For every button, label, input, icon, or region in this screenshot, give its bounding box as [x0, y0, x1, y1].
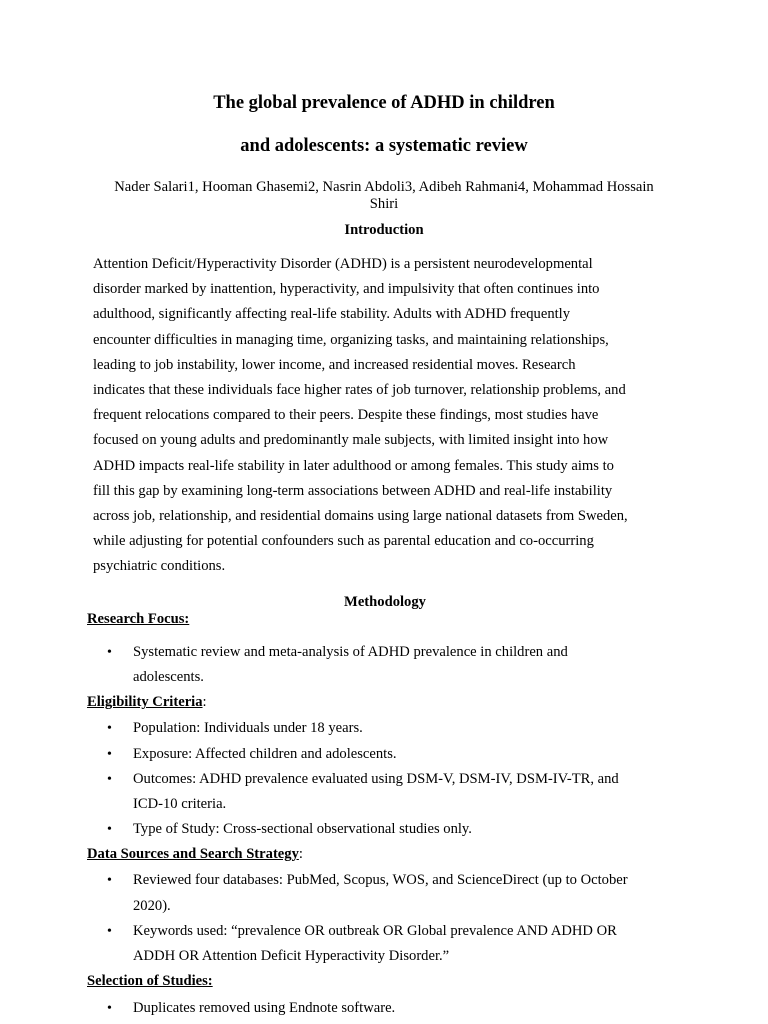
- bullet-icon: •: [107, 923, 112, 939]
- selection-heading: Selection of Studies:: [87, 973, 213, 990]
- list-item: [87, 640, 707, 690]
- intro-line: leading to job instability, lower income, and increased residential moves. Research: [93, 356, 576, 373]
- intro-line: across job, relationship, and residential domains using large national datasets from Sweden,: [93, 508, 628, 525]
- bullet-icon: •: [107, 1001, 112, 1017]
- authors: [96, 179, 672, 213]
- list-item-line: Outcomes: ADHD prevalence evaluated using DSM-V, DSM-IV, DSM-IV-TR, and: [133, 770, 619, 787]
- list-item-line: ICD-10 criteria.: [133, 796, 227, 813]
- list-item-line: Reviewed four databases: PubMed, Scopus, WOS, and ScienceDirect (up to October: [133, 872, 628, 889]
- research-focus-list: [87, 640, 707, 690]
- introduction-heading: Introduction: [344, 222, 424, 238]
- selection-list: [87, 996, 707, 1021]
- bullet-icon: •: [107, 746, 112, 762]
- authors-line-2: Shiri: [369, 196, 399, 212]
- introduction-body: [93, 252, 693, 580]
- eligibility-heading-wrap: [87, 692, 707, 713]
- intro-line: frequent relocations compared to their peers. Despite these findings, most studies have: [93, 407, 599, 424]
- methodology-content: [87, 609, 707, 1021]
- methodology-heading: Methodology: [344, 594, 426, 610]
- intro-line: ADHD impacts real-life stability in later adulthood or among females. This study aims to: [93, 457, 614, 474]
- bullet-icon: •: [107, 873, 112, 889]
- list-item: [87, 767, 707, 817]
- list-item-line: Keywords used: “prevalence OR outbreak OR Global prevalence AND ADHD OR: [133, 922, 617, 939]
- intro-line: indicates that these individuals face higher rates of job turnover, relationship problems, and: [93, 382, 626, 399]
- authors-line-1: Nader Salari1, Hooman Ghasemi2, Nasrin Abdoli3, Adibeh Rahmani4, Mohammad Hossain: [114, 179, 654, 195]
- list-item-line: Type of Study: Cross-sectional observational studies only.: [133, 821, 472, 838]
- eligibility-colon: :: [202, 694, 207, 711]
- intro-line: adulthood, significantly affecting real-life stability. Adults with ADHD frequently: [93, 306, 571, 323]
- list-item: [87, 716, 707, 741]
- list-item-line: 2020).: [133, 897, 171, 914]
- title-line-2: and adolescents: a systematic review: [240, 136, 528, 156]
- data-sources-list: [87, 868, 707, 969]
- data-sources-colon: :: [298, 846, 303, 863]
- data-sources-heading: Data Sources and Search Strategy: [87, 846, 299, 863]
- list-item-line: adolescents.: [133, 669, 204, 686]
- intro-line: disorder marked by inattention, hyperactivity, and impulsivity that often continues into: [93, 281, 600, 298]
- eligibility-heading: Eligibility Criteria: [87, 694, 203, 711]
- intro-line: while adjusting for potential confounders such as parental education and co-occurring: [93, 533, 594, 550]
- bullet-icon: •: [107, 771, 112, 787]
- list-item-line: Population: Individuals under 18 years.: [133, 720, 363, 737]
- intro-line: focused on young adults and predominantly male subjects, with limited insight into how: [93, 432, 609, 449]
- list-item: [87, 919, 707, 969]
- list-item: [87, 996, 707, 1021]
- list-item-line: Systematic review and meta-analysis of ADHD prevalence in children and: [133, 644, 568, 660]
- title-line-1: The global prevalence of ADHD in children: [213, 93, 555, 113]
- bullet-icon: •: [107, 822, 112, 838]
- list-item: [87, 868, 707, 918]
- bullet-icon: •: [107, 721, 112, 737]
- intro-line: psychiatric conditions.: [93, 558, 226, 575]
- bullet-icon: •: [107, 645, 112, 660]
- research-focus-heading: Research Focus:: [87, 611, 190, 627]
- eligibility-list: [87, 716, 707, 842]
- list-item-line: Exposure: Affected children and adolescents.: [133, 745, 397, 762]
- intro-line: Attention Deficit/Hyperactivity Disorder (ADHD) is a persistent neurodevelopmental: [93, 256, 593, 272]
- list-item-line: ADDH OR Attention Deficit Hyperactivity Disorder.”: [133, 948, 450, 965]
- data-sources-heading-wrap: [87, 844, 707, 865]
- list-item: [87, 817, 707, 842]
- intro-line: encounter difficulties in managing time, organizing tasks, and maintaining relationships,: [93, 331, 609, 348]
- intro-line: fill this gap by examining long-term associations between ADHD and real-life instability: [93, 482, 613, 499]
- list-item-line: Duplicates removed using Endnote software.: [133, 1000, 396, 1017]
- list-item: [87, 742, 707, 767]
